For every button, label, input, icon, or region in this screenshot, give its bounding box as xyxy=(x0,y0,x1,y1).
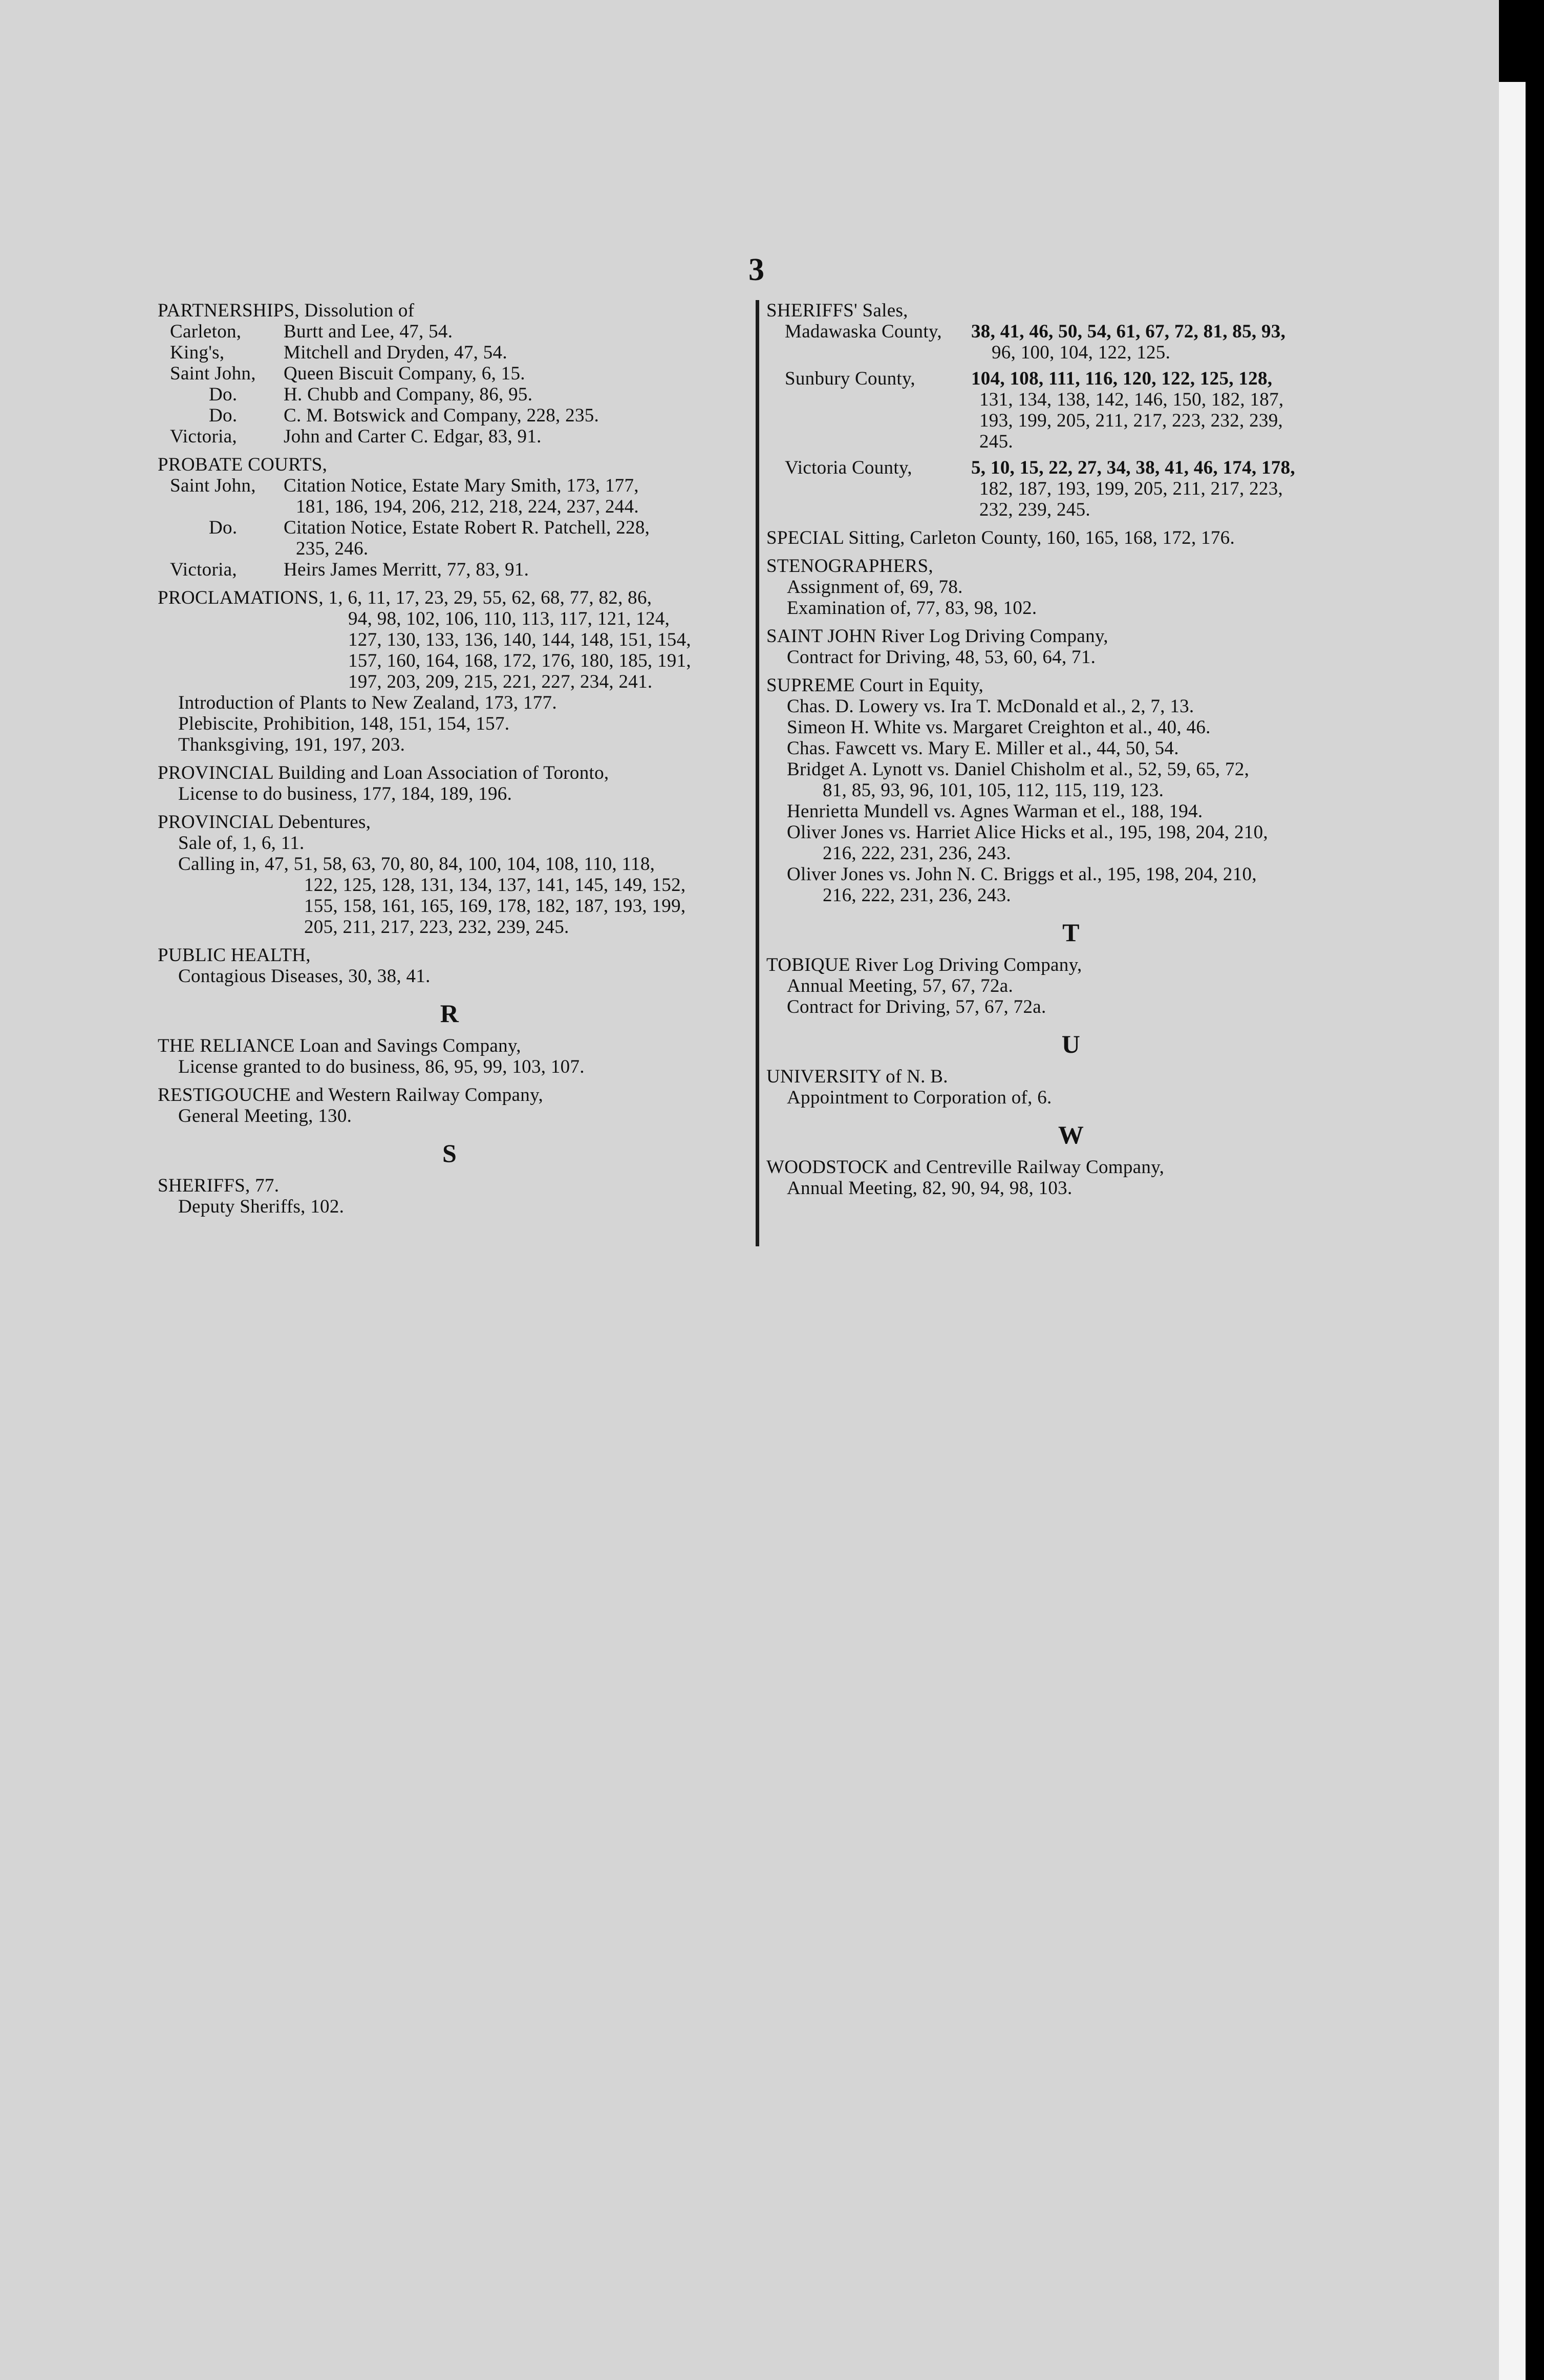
index-entry-woodstock xyxy=(766,1157,1376,1199)
case-continuation: 81, 85, 93, 96, 101, 105, 112, 115, 119, 123. xyxy=(823,780,1164,801)
subentry-place: King's, xyxy=(170,342,225,363)
left-column xyxy=(158,300,741,1224)
page-list-line: 127, 130, 133, 136, 140, 144, 148, 151, 154, xyxy=(348,629,691,650)
subentry-row xyxy=(158,363,741,384)
subentry-row xyxy=(766,321,1376,342)
section-letter-w: W xyxy=(1058,1120,1084,1149)
section-letter-t: T xyxy=(1062,918,1080,947)
subentry-row xyxy=(158,517,741,538)
subentry-line: Assignment of, 69, 78. xyxy=(787,577,963,598)
index-entry-reliance xyxy=(158,1035,741,1077)
subentry-line: Sale of, 1, 6, 11. xyxy=(178,833,305,854)
subentry-text: 38, 41, 46, 50, 54, 61, 67, 72, 81, 85, 93, xyxy=(971,321,1286,342)
entry-heading: STENOGRAPHERS, xyxy=(766,556,933,577)
subentry-line: Calling in, 47, 51, 58, 63, 70, 80, 84, 100, 104, 108, 110, 118, xyxy=(178,854,655,875)
subentry-line: Contract for Driving, 48, 53, 60, 64, 71. xyxy=(787,647,1096,668)
subentry-line: Deputy Sheriffs, 102. xyxy=(178,1196,345,1217)
entry-heading: UNIVERSITY of N. B. xyxy=(766,1066,948,1087)
subentry-line: Introduction of Plants to New Zealand, 173, 177. xyxy=(178,692,557,713)
entry-heading: PROVINCIAL Building and Loan Association of Toronto, xyxy=(158,762,609,783)
entry-heading: SHERIFFS, 77. xyxy=(158,1175,280,1196)
page-number: 3 xyxy=(748,252,764,287)
entry-heading: THE RELIANCE Loan and Savings Company, xyxy=(158,1035,521,1056)
page-list-line: 122, 125, 128, 131, 134, 137, 141, 145, 149, 152, xyxy=(304,875,686,896)
page-list-line: 193, 199, 205, 211, 217, 223, 232, 239, xyxy=(979,410,1283,431)
subentry-place: Victoria County, xyxy=(785,457,912,478)
entry-pages: 1, 6, 11, 17, 23, 29, 55, 62, 68, 77, 82, 86, xyxy=(328,587,652,608)
case-line: Chas. D. Lowery vs. Ira T. McDonald et al., 2, 7, 13. xyxy=(787,696,1194,717)
subentry-line: Plebiscite, Prohibition, 148, 151, 154, 157. xyxy=(178,713,510,734)
entry-heading: SAINT JOHN River Log Driving Company, xyxy=(766,626,1108,647)
subentry-row xyxy=(158,405,741,426)
case-continuation: 216, 222, 231, 236, 243. xyxy=(823,885,1011,906)
subentry-row xyxy=(158,321,741,342)
index-entry-tobique xyxy=(766,954,1376,1017)
subentry-row xyxy=(158,342,741,363)
case-line: Oliver Jones vs. Harriet Alice Hicks et al., 195, 198, 204, 210, xyxy=(787,822,1268,843)
subentry-row xyxy=(158,426,741,447)
subentry-row xyxy=(158,475,741,496)
entry-heading: SHERIFFS' Sales, xyxy=(766,300,908,321)
subentry-text: John and Carter C. Edgar, 83, 91. xyxy=(284,426,542,447)
index-entry-public-health xyxy=(158,945,741,987)
page-list-line: 245. xyxy=(979,431,1013,452)
subentry-line: Examination of, 77, 83, 98, 102. xyxy=(787,598,1037,619)
case-line: Simeon H. White vs. Margaret Creighton et al., 40, 46. xyxy=(787,717,1211,738)
case-line: Chas. Fawcett vs. Mary E. Miller et al., 44, 50, 54. xyxy=(787,738,1179,759)
subentry-line: General Meeting, 130. xyxy=(178,1106,352,1127)
subentry-line: Annual Meeting, 82, 90, 94, 98, 103. xyxy=(787,1178,1073,1199)
subentry-place: Madawaska County, xyxy=(785,321,942,342)
entry-heading: PROVINCIAL Debentures, xyxy=(158,812,371,833)
subentry-line: Contagious Diseases, 30, 38, 41. xyxy=(178,966,431,987)
subentry-text: 5, 10, 15, 22, 27, 34, 38, 41, 46, 174, 178, xyxy=(971,457,1295,478)
column-divider xyxy=(756,300,759,1246)
subentry-row xyxy=(158,384,741,405)
subentry-place: Do. xyxy=(209,405,238,426)
subentry-place: Do. xyxy=(209,517,238,538)
subentry-text: Queen Biscuit Company, 6, 15. xyxy=(284,363,525,384)
page-list-line: 94, 98, 102, 106, 110, 113, 117, 121, 124, xyxy=(348,608,670,629)
page-list-line: 96, 100, 104, 122, 125. xyxy=(992,342,1171,363)
right-column xyxy=(766,300,1376,1206)
subentry-row xyxy=(158,559,741,580)
subentry-continuation: 235, 246. xyxy=(296,538,369,559)
case-continuation: 216, 222, 231, 236, 243. xyxy=(823,843,1011,864)
entry-heading: PUBLIC HEALTH, xyxy=(158,945,311,966)
entry-heading: WOODSTOCK and Centreville Railway Company, xyxy=(766,1157,1165,1178)
entry-heading: TOBIQUE River Log Driving Company, xyxy=(766,954,1082,975)
index-entry-provincial-debentures xyxy=(158,812,741,938)
entry-heading: PROBATE COURTS, xyxy=(158,454,328,475)
case-line: Bridget A. Lynott vs. Daniel Chisholm et al., 52, 59, 65, 72, xyxy=(787,759,1250,780)
subentry-line: Annual Meeting, 57, 67, 72a. xyxy=(787,975,1014,996)
subentry-place: Sunbury County, xyxy=(785,368,915,389)
page-list-line: 157, 160, 164, 168, 172, 176, 180, 185, 191, xyxy=(348,650,691,671)
entry-heading-line xyxy=(158,587,741,608)
section-letter-r: R xyxy=(440,999,459,1028)
subentry-text: H. Chubb and Company, 86, 95. xyxy=(284,384,533,405)
subentry-place: Do. xyxy=(209,384,238,405)
subentry-text: 104, 108, 111, 116, 120, 122, 125, 128, xyxy=(971,368,1273,389)
subentry-text: C. M. Botswick and Company, 228, 235. xyxy=(284,405,599,426)
page-list-line: 182, 187, 193, 199, 205, 211, 217, 223, xyxy=(979,478,1283,499)
subentry-row xyxy=(766,457,1376,478)
index-entry-supreme-court xyxy=(766,675,1376,906)
page-list-line: 232, 239, 245. xyxy=(979,499,1090,520)
index-entry-proclamations xyxy=(158,587,741,755)
subentry-line: Appointment to Corporation of, 6. xyxy=(787,1087,1052,1108)
index-entry-university xyxy=(766,1066,1376,1108)
page-list-line: 205, 211, 217, 223, 232, 239, 245. xyxy=(304,917,569,938)
subentry-text: Burtt and Lee, 47, 54. xyxy=(284,321,453,342)
subentry-line: License to do business, 177, 184, 189, 196. xyxy=(178,783,512,804)
subentry-place: Saint John, xyxy=(170,475,256,496)
subentry-place: Victoria, xyxy=(170,426,237,447)
page-edge xyxy=(1499,82,1526,2380)
subentry-line: License granted to do business, 86, 95, 99, 103, 107. xyxy=(178,1056,585,1077)
page-list-line: 197, 203, 209, 215, 221, 227, 234, 241. xyxy=(348,671,653,692)
entry-heading: PROCLAMATIONS, xyxy=(158,587,324,608)
index-entry-special-sitting xyxy=(766,527,1376,548)
subentry-text: Citation Notice, Estate Robert R. Patchell, 228, xyxy=(284,517,650,538)
index-entry-saint-john-river xyxy=(766,626,1376,668)
index-entry-restigouche xyxy=(158,1085,741,1127)
subentry-place: Carleton, xyxy=(170,321,242,342)
index-entry-stenographers xyxy=(766,556,1376,619)
section-letter-u: U xyxy=(1061,1030,1081,1058)
subentry-row xyxy=(766,368,1376,389)
index-entry-probate xyxy=(158,454,741,580)
subentry-place: Victoria, xyxy=(170,559,237,580)
page-list-line: 131, 134, 138, 142, 146, 150, 182, 187, xyxy=(979,389,1284,410)
entry-heading: SUPREME Court in Equity, xyxy=(766,675,984,696)
entry-heading: PARTNERSHIPS, Dissolution of xyxy=(158,300,415,321)
entry-subrows xyxy=(158,321,741,447)
index-entry-sheriffs xyxy=(158,1175,741,1217)
subentry-line: Contract for Driving, 57, 67, 72a. xyxy=(787,996,1046,1017)
index-entry-partnerships xyxy=(158,300,741,447)
case-line: Oliver Jones vs. John N. C. Briggs et al., 195, 198, 204, 210, xyxy=(787,864,1257,885)
subentry-line: Thanksgiving, 191, 197, 203. xyxy=(178,734,405,755)
page-list-line: 155, 158, 161, 165, 169, 178, 182, 187, 193, 199, xyxy=(304,896,686,917)
subentry-place: Saint John, xyxy=(170,363,256,384)
subentry-text: Citation Notice, Estate Mary Smith, 173, 177, xyxy=(284,475,639,496)
subentry-text: Heirs James Merritt, 77, 83, 91. xyxy=(284,559,529,580)
entry-heading: SPECIAL Sitting, Carleton County, 160, 165, 168, 172, 176. xyxy=(766,527,1235,548)
subentry-continuation: 181, 186, 194, 206, 212, 218, 224, 237, 244. xyxy=(296,496,639,517)
index-entry-provincial-building xyxy=(158,762,741,804)
subentry-text: Mitchell and Dryden, 47, 54. xyxy=(284,342,507,363)
section-letter-s: S xyxy=(442,1139,457,1167)
entry-heading: RESTIGOUCHE and Western Railway Company, xyxy=(158,1085,544,1106)
case-line: Henrietta Mundell vs. Agnes Warman et el., 188, 194. xyxy=(787,801,1203,822)
index-entry-sheriffs-sales xyxy=(766,300,1376,520)
